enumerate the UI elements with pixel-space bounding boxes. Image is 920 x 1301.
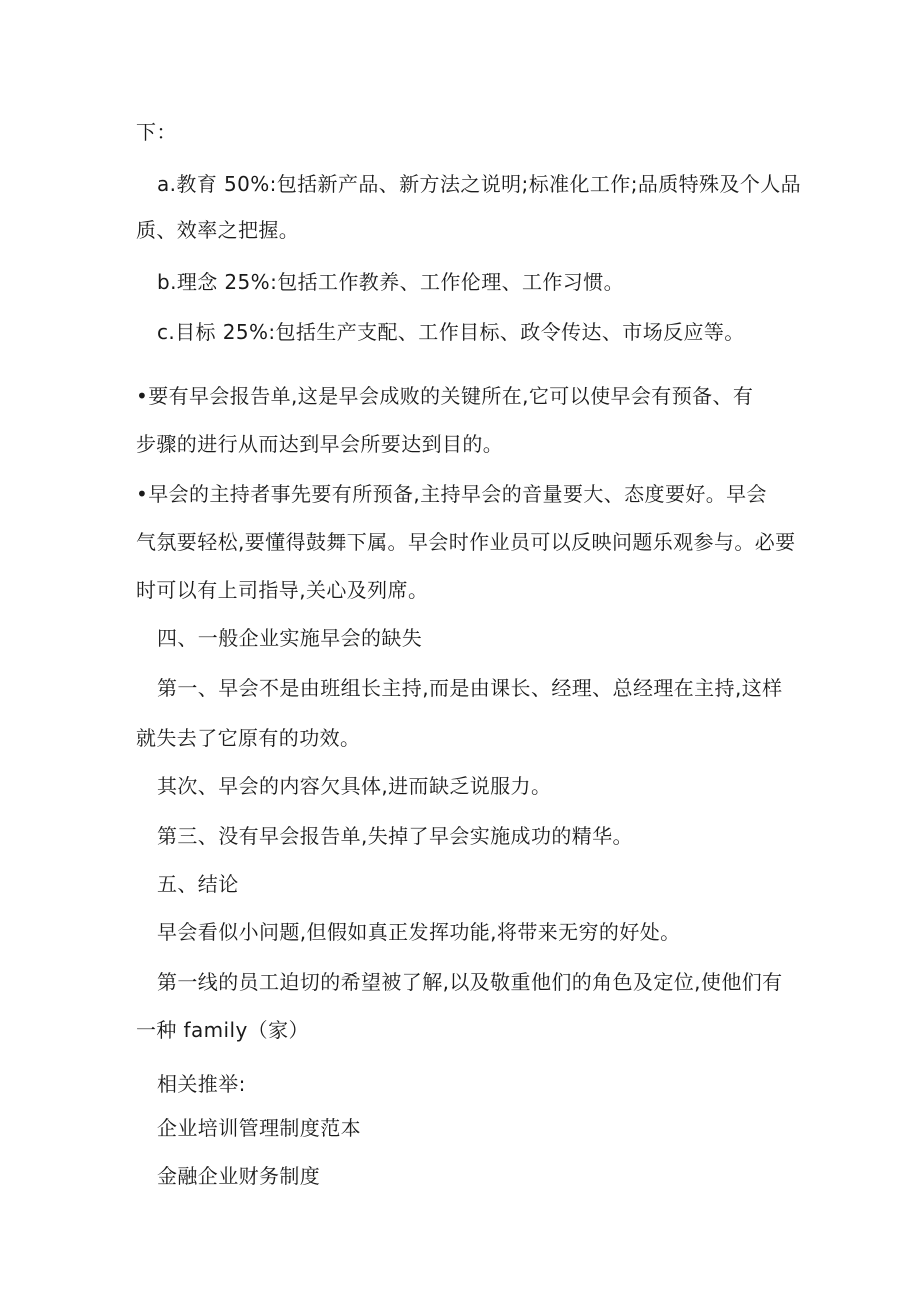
text-line: 就失去了它原有的功效。 [136,726,361,750]
paragraph: 第一线的员工迫切的希望被了解,以及敬重他们的角色及定位,使他们有 [157,970,783,994]
bullet-paragraph: •要有早会报告单,这是早会成败的关键所在,它可以使早会有预备、有 [136,384,754,408]
paragraph: 第一、早会不是由班组长主持,而是由课长、经理、总经理在主持,这样 [157,676,783,700]
section-heading: 四、一般企业实施早会的缺失 [157,626,423,650]
section-heading: 五、结论 [157,872,239,896]
text-line: 步骤的进行从而达到早会所要达到目的。 [136,432,504,456]
related-heading: 相关推举: [157,1072,246,1096]
bullet-paragraph: •早会的主持者事先要有所预备,主持早会的音量要大、态度要好。早会 [136,482,767,506]
related-link[interactable]: 企业培训管理制度范本 [157,1116,361,1140]
list-item-b: b.理念 25%:包括工作教养、工作伦理、工作习惯。 [157,270,625,294]
list-item-c: c.目标 25%:包括生产支配、工作目标、政令传达、市场反应等。 [157,320,745,344]
paragraph: 第三、没有早会报告单,失掉了早会实施成功的精华。 [157,824,633,848]
related-link[interactable]: 金融企业财务制度 [157,1164,321,1188]
paragraph: 其次、早会的内容欠具体,进而缺乏说服力。 [157,774,552,798]
text-line: 下： [136,120,177,144]
text-line: 时可以有上司指导,关心及列席。 [136,578,429,602]
paragraph: 早会看似小问题,但假如真正发挥功能,将带来无穷的好处。 [157,920,681,944]
text-line: 一种 family（家） [136,1018,309,1042]
list-item-a: a.教育 50%:包括新产品、新方法之说明;标准化工作;品质特殊及个人品 [157,172,802,196]
text-line: 质、效率之把握。 [136,218,300,242]
text-line: 气氛要轻松,要懂得鼓舞下属。早会时作业员可以反映问题乐观参与。必要 [136,530,796,554]
